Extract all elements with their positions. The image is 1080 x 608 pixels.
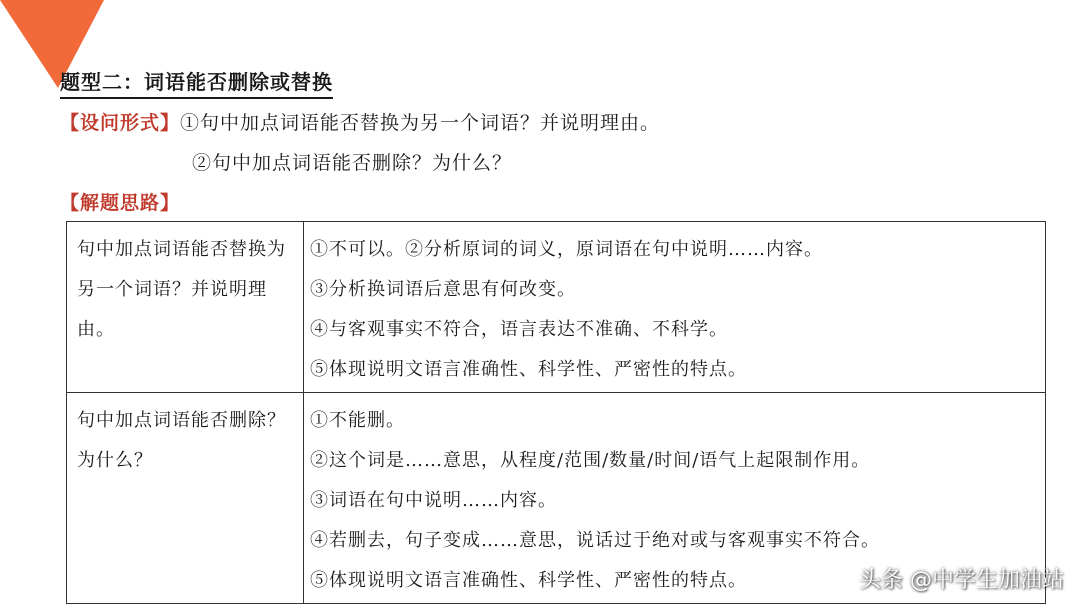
- answer-line: ①不能删。: [310, 410, 405, 431]
- answer-line: ⑤体现说明文语言准确性、科学性、严密性的特点。: [310, 359, 747, 380]
- answer-cell: [304, 222, 1046, 393]
- question-form-item-1: ①句中加点词语能否替换为另一个词语？并说明理由。: [180, 112, 661, 134]
- answer-line: ③词语在句中说明……内容。: [310, 490, 557, 511]
- answer-line: ①不可以。②分析原词的词义，原词语在句中说明……内容。: [310, 239, 823, 260]
- answer-line: ⑤体现说明文语言准确性、科学性、严密性的特点。: [310, 570, 747, 591]
- answer-line: ④若删去，句子变成……意思，说话过于绝对或与客观事实不符合。: [310, 530, 880, 551]
- answer-line: ④与客观事实不符合，语言表达不准确、不科学。: [310, 319, 728, 340]
- solution-table: [66, 221, 1046, 604]
- answer-line: ②这个词是……意思，从程度/范围/数量/时间/语气上起限制作用。: [310, 450, 871, 471]
- question-form-row-1: [60, 108, 660, 135]
- question-cell: 句中加点词语能否删除？为什么？: [67, 393, 304, 604]
- question-cell: 句中加点词语能否替换为另一个词语？并说明理由。: [67, 222, 304, 393]
- solve-approach-label: 【解题思路】: [60, 192, 181, 214]
- question-form-item-2: ②句中加点词语能否删除？为什么？: [192, 152, 513, 174]
- watermark: 头条 @中学生加油站: [859, 568, 1064, 593]
- section-title: 题型二：词语能否删除或替换: [60, 66, 333, 99]
- answer-line: ③分析换词语后意思有何改变。: [310, 279, 576, 300]
- question-form-label: 【设问形式】: [60, 112, 181, 134]
- question-form-row-2: [192, 148, 512, 175]
- table-row: [67, 222, 1046, 393]
